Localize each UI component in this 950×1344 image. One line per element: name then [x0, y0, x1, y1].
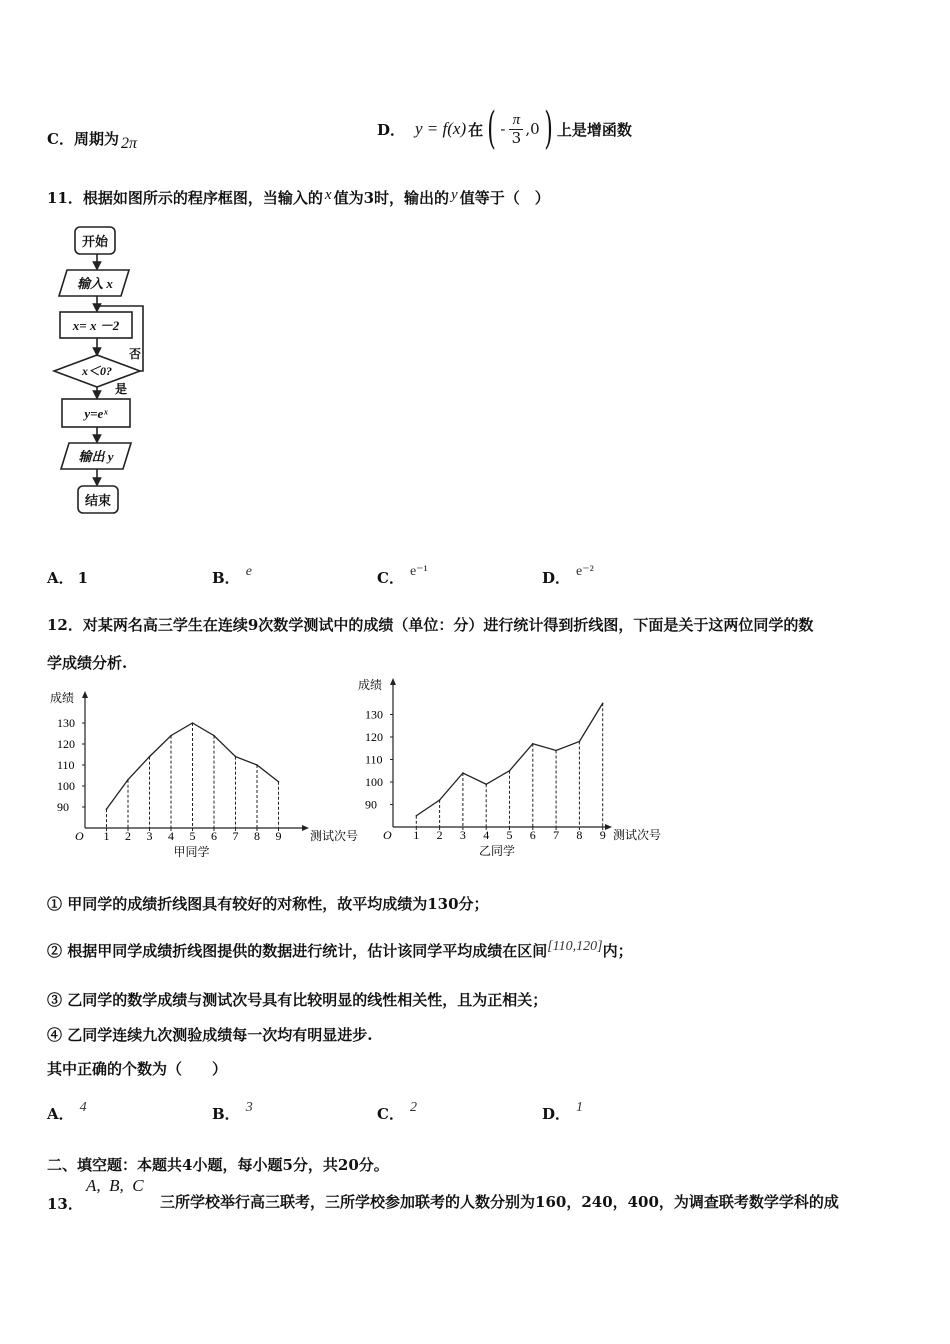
x-tick-label: 1	[413, 828, 420, 842]
option-label: A．	[47, 1105, 74, 1123]
right-paren: )	[543, 103, 553, 154]
option-value: 4	[79, 1100, 87, 1115]
q11-var-y: y	[451, 187, 458, 203]
data-point	[192, 722, 194, 724]
q13-text: 三所学校举行高三联考，三所学校参加联考的人数分别为160，240，400，为调查联考数学学科的成	[160, 1193, 839, 1211]
x-axis-arrow	[302, 825, 309, 831]
option-label: B．	[212, 569, 240, 587]
chart-jia	[40, 680, 360, 860]
q11-flowchart	[45, 222, 160, 520]
origin-label: O	[75, 829, 84, 843]
flow-start-text: 开始	[81, 234, 109, 249]
flow-input-text: 输入 x	[77, 276, 113, 291]
data-point	[579, 741, 581, 743]
flow-end-text: 结束	[84, 493, 112, 508]
y-axis-arrow	[390, 678, 396, 685]
section-2-title: 二、填空题：本题共4小题，每小题5分，共20分。	[47, 1156, 389, 1174]
q10-interval-num: π	[512, 112, 521, 128]
data-point	[235, 756, 237, 758]
chart-yi	[350, 675, 675, 860]
flow-assign-text: x= x －2	[72, 318, 120, 333]
data-point	[213, 735, 215, 737]
q12-stem-line1: 12．对某两名高三学生在连续9次数学测试中的成绩（单位：分）进行统计得到折线图，下面是关于这两位同学的数	[47, 616, 814, 634]
x-tick-label: 8	[254, 829, 260, 843]
option-label: C．	[377, 1105, 404, 1123]
option-label: C．	[377, 569, 404, 587]
data-point	[106, 808, 108, 810]
q10-option-d-label: D．	[377, 120, 406, 139]
y-tick-label: 100	[365, 775, 383, 789]
y-axis-arrow	[82, 691, 88, 698]
data-point	[485, 783, 487, 785]
y-tick-label: 110	[57, 758, 75, 772]
option-value: 2	[409, 1100, 417, 1115]
q12-statement-1: ① 甲同学的成绩折线图具有较好的对称性，故平均成绩为130分；	[47, 895, 489, 913]
data-point	[532, 743, 534, 745]
option-value: 1	[77, 569, 89, 587]
data-point	[256, 764, 258, 766]
y-tick-label: 130	[57, 716, 75, 730]
data-point	[509, 770, 511, 772]
option-value: 1	[576, 1100, 584, 1115]
data-point	[439, 799, 441, 801]
q10-interval-fraction	[509, 112, 523, 146]
y-tick-label: 90	[57, 800, 69, 814]
left-paren: (	[487, 103, 497, 154]
option-value: e	[245, 564, 252, 579]
y-axis-label: 成绩	[358, 678, 383, 692]
q11-option-d[interactable]	[542, 564, 594, 588]
y-tick-label: 110	[365, 752, 383, 767]
q10-option-d-tail: 上是增函数	[556, 120, 632, 139]
x-tick-label: 1	[103, 829, 110, 843]
origin-label: O	[383, 828, 392, 842]
x-tick-label: 6	[529, 828, 536, 842]
x-tick-label: 4	[483, 828, 490, 842]
y-axis-label: 成绩	[50, 691, 75, 705]
x-tick-label: 4	[168, 829, 174, 843]
q12-option-d[interactable]	[542, 1100, 584, 1124]
option-label: D．	[542, 569, 571, 587]
x-tick-label: 5	[189, 829, 196, 843]
y-tick-label: 120	[57, 737, 75, 751]
x-axis-label: 测试次号	[613, 828, 662, 842]
q12-option-b[interactable]	[212, 1100, 253, 1124]
q12-statement-4: ④ 乙同学连续九次测验成绩每一次均有明显进步.	[47, 1026, 373, 1044]
x-tick-label: 3	[459, 828, 466, 842]
option-value: 3	[245, 1100, 253, 1115]
data-point	[462, 772, 464, 774]
q12-question: 其中正确的个数为（ ）	[47, 1060, 228, 1078]
series-line	[416, 703, 602, 816]
flow-calc-text: y=eˣ	[84, 406, 108, 421]
x-tick-label: 5	[506, 828, 513, 842]
q12-stem-line2: 学成绩分析.	[47, 654, 128, 672]
data-point	[170, 735, 172, 737]
q11-option-c[interactable]	[377, 564, 428, 588]
option-label: D．	[542, 1105, 571, 1123]
q13-schools: A, B, C	[86, 1176, 144, 1195]
q11-stem-part1: 11．根据如图所示的程序框图，当输入的	[47, 189, 323, 207]
option-label: B．	[212, 1105, 240, 1123]
q10-interval-right: ,0	[525, 120, 540, 138]
x-tick-label: 9	[599, 828, 606, 842]
x-axis-label: 测试次号	[310, 829, 359, 843]
q10-option-d-expr: y = f(x)	[415, 119, 467, 138]
x-tick-label: 3	[146, 829, 153, 843]
data-point	[602, 702, 604, 704]
x-tick-label: 8	[576, 828, 583, 842]
x-tick-label: 6	[211, 829, 217, 843]
x-tick-label: 7	[232, 829, 239, 843]
q11-stem	[47, 187, 550, 208]
data-point	[149, 756, 151, 758]
flow-cond-text: x＜0?	[81, 364, 113, 378]
data-point	[127, 779, 129, 781]
data-point	[278, 781, 280, 783]
q10-interval-den: 3	[511, 128, 522, 147]
x-tick-label: 2	[125, 829, 131, 843]
option-label: A．	[47, 569, 74, 587]
q10-option-d	[377, 104, 632, 154]
y-tick-label: 130	[365, 707, 383, 722]
q10-interval-minus: -	[500, 120, 506, 138]
q12-statement-3: ③ 乙同学的数学成绩与测试次号具有比较明显的线性相关性，且为正相关；	[47, 991, 548, 1009]
data-point	[416, 815, 418, 817]
chart-title: 乙同学	[479, 844, 516, 858]
q11-var-x: x	[324, 187, 332, 203]
chart-title: 甲同学	[173, 845, 210, 859]
q10-option-c	[47, 128, 137, 152]
option-value: e⁻²	[576, 564, 594, 579]
q12-option-c[interactable]	[377, 1100, 417, 1124]
q12-statement-2-text: ② 根据甲同学成绩折线图提供的数据进行统计，估计该同学平均成绩在区间	[47, 942, 548, 960]
x-tick-label: 2	[436, 828, 443, 842]
q10-option-c-label: C．周期为	[47, 130, 119, 148]
q10-interval	[483, 103, 557, 154]
q11-option-b[interactable]	[212, 564, 252, 588]
flow-yes-label: 是	[114, 382, 128, 396]
q12-interval: [110,120]	[547, 939, 603, 954]
q12-statement-2	[47, 940, 633, 961]
q13-number: 13．	[47, 1195, 83, 1213]
q10-option-c-value: 2π	[120, 135, 137, 152]
flow-output-text: 输出 y	[78, 449, 114, 464]
x-axis-arrow	[605, 824, 612, 830]
q12-statement-2-tail: 内；	[602, 942, 633, 960]
flow-no-label: 否	[128, 347, 142, 361]
option-value: e⁻¹	[409, 564, 428, 579]
y-tick-label: 90	[365, 797, 377, 812]
y-tick-label: 120	[365, 730, 383, 744]
q11-stem-part2: 值为3时，输出的	[333, 189, 450, 207]
q11-stem-part3: 值等于（ ）	[459, 189, 550, 207]
q11-option-a[interactable]	[47, 567, 88, 588]
q12-option-a[interactable]	[47, 1100, 87, 1124]
x-tick-label: 7	[553, 828, 560, 842]
x-tick-label: 9	[275, 829, 282, 843]
q10-option-d-in: 在	[468, 120, 484, 139]
data-point	[555, 750, 557, 752]
y-tick-label: 100	[57, 779, 75, 793]
